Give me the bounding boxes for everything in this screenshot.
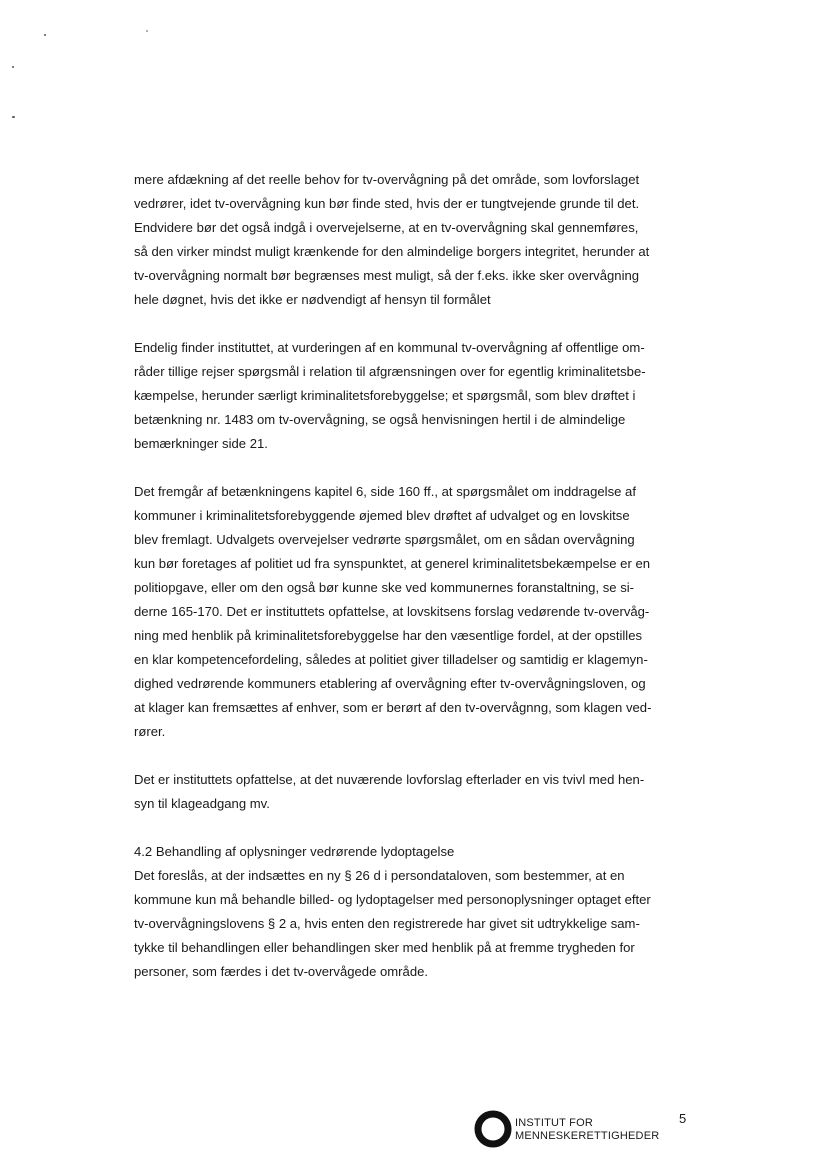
text-line: råder tillige rejser spørgsmål i relation til afgrænsningen over for egentlig kriminalitetsbe-: [134, 364, 646, 379]
text-line: rører.: [134, 724, 166, 739]
text-line: betænkning nr. 1483 om tv-overvågning, se også henvisningen hertil i de almindelige: [134, 412, 626, 427]
scan-speck: [146, 30, 148, 32]
text-line: kun bør foretages af politiet ud fra synspunktet, at generel kriminalitetsbekæmpelse er en: [134, 556, 651, 571]
text-line: bemærkninger side 21.: [134, 436, 268, 451]
section-4-2: [134, 840, 694, 984]
text-line: derne 165-170. Det er instituttets opfattelse, at lovskitsens forslag vedørende tv-overvåg-: [134, 604, 650, 619]
paragraph-1: [134, 168, 694, 312]
text-line: tykke til behandlingen eller behandlingen sker med henblik på at fremme trygheden for: [134, 940, 635, 955]
text-line: kommune kun må behandle billed- og lydoptagelser med personoplysninger optaget efter: [134, 892, 651, 907]
paragraph-4: [134, 768, 694, 816]
text-line: kommuner i kriminalitetsforebyggende øjemed blev drøftet af udvalget og en lovskitse: [134, 508, 630, 523]
ring-logo-icon: [474, 1110, 512, 1148]
text-line: politiopgave, eller om den også bør kunne ske ved kommunernes foranstaltning, se si-: [134, 580, 635, 595]
text-line: hele døgnet, hvis det ikke er nødvendigt af hensyn til formålet: [134, 292, 491, 307]
page-number: 5: [679, 1111, 687, 1126]
text-line: så den virker mindst muligt krænkende for den almindelige borgers integritet, herunder at: [134, 244, 650, 259]
document-body: [134, 168, 694, 984]
text-line: vedrører, idet tv-overvågning kun bør finde sted, hvis der er tungtvejende grunde til det.: [134, 196, 640, 211]
text-line: at klager kan fremsættes af enhver, som er berørt af den tv-overvågnng, som klagen ved-: [134, 700, 652, 715]
scan-speck: [12, 66, 14, 68]
text-line: Det fremgår af betænkningens kapitel 6, side 160 ff., at spørgsmålet om inddragelse af: [134, 484, 636, 499]
paragraph-3: [134, 480, 694, 744]
scan-speck: [44, 34, 46, 36]
text-line: tv-overvågningslovens § 2 a, hvis enten den registrerede har givet sit udtrykkelige sam-: [134, 916, 640, 931]
text-line: mere afdækning af det reelle behov for tv-overvågning på det område, som lovforslaget: [134, 172, 640, 187]
section-heading: 4.2 Behandling af oplysninger vedrørende lydoptagelse: [134, 844, 455, 859]
text-line: blev fremlagt. Udvalgets overvejelser vedrørte spørgsmålet, om en sådan overvågning: [134, 532, 635, 547]
text-line: en klar kompetencefordeling, således at politiet giver tilladelser og samtidig er klagemyn-: [134, 652, 648, 667]
org-name-line-2: MENNESKERETTIGHEDER: [515, 1130, 660, 1142]
text-line: personer, som færdes i det tv-overvågede område.: [134, 964, 429, 979]
scan-speck: [12, 116, 15, 118]
text-line: dighed vedrørende kommuners etablering af overvågning efter tv-overvågningsloven, og: [134, 676, 646, 691]
text-line: syn til klageadgang mv.: [134, 796, 270, 811]
paragraph-2: [134, 336, 694, 456]
organization-name: [515, 1117, 659, 1143]
text-line: tv-overvågning normalt bør begrænses mest muligt, så der f.eks. ikke sker overvågning: [134, 268, 640, 283]
text-line: Endelig finder instituttet, at vurderingen af en kommunal tv-overvågning af offentlige om-: [134, 340, 645, 355]
text-line: Det er instituttets opfattelse, at det nuværende lovforslag efterlader en vis tvivl med hen-: [134, 772, 645, 787]
text-line: Endvidere bør det også indgå i overvejelserne, at en tv-overvågning skal gennemføres,: [134, 220, 639, 235]
text-line: kæmpelse, herunder særligt kriminalitetsforebyggelse; et spørgsmål, som blev drøftet i: [134, 388, 636, 403]
text-line: Det foreslås, at der indsættes en ny § 26 d i persondataloven, som bestemmer, at en: [134, 868, 625, 883]
org-name-line-1: INSTITUT FOR: [515, 1117, 593, 1129]
text-line: ning med henblik på kriminalitetsforebyggelse har den væsentlige fordel, at der opstilles: [134, 628, 643, 643]
